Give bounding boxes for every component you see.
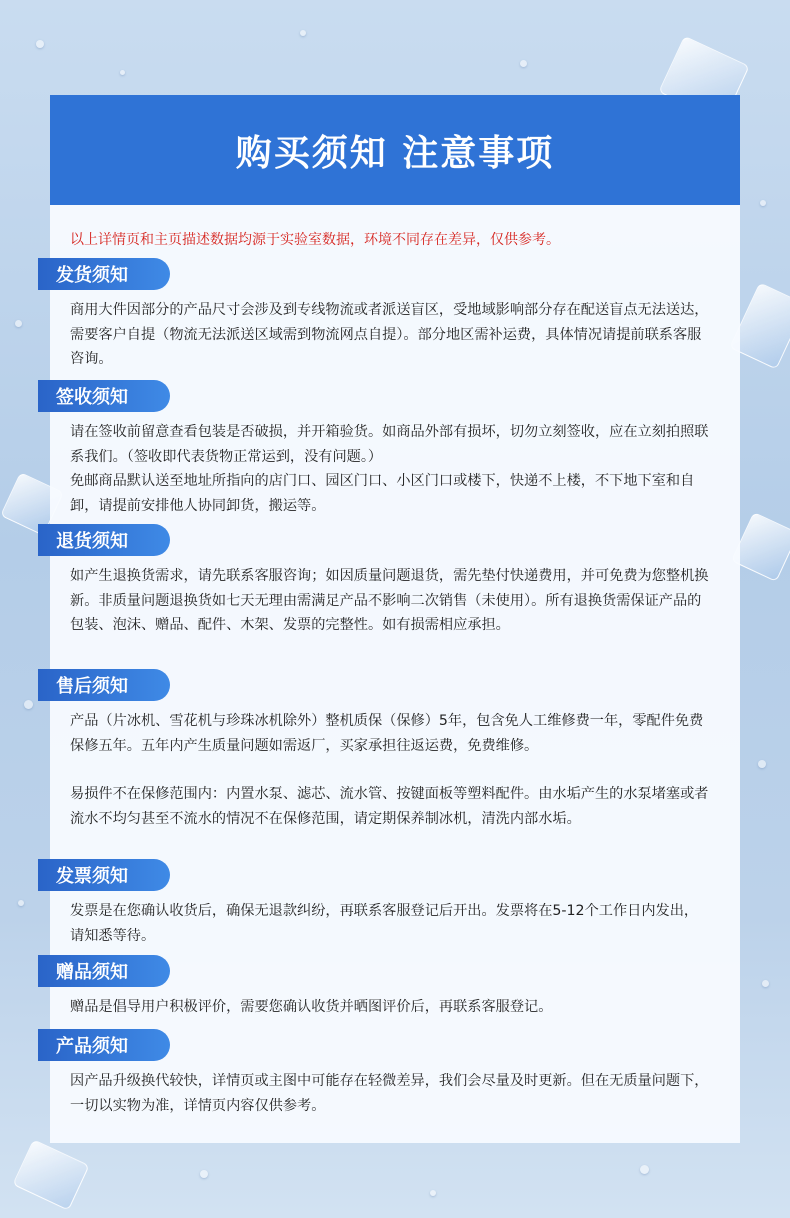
section-tag: 售后须知 <box>38 669 170 701</box>
section-tag: 发票须知 <box>38 859 170 891</box>
section-tag: 产品须知 <box>38 1029 170 1061</box>
paragraph: 赠品是倡导用户积极评价，需要您确认收货并晒图评价后，再联系客服登记。 <box>70 999 553 1015</box>
paragraph: 如产生退换货需求，请先联系客服咨询；如因质量问题退货，需先垫付快递费用，并可免费为您整机换新。非质量问题退换货如七天无理由需满足产品不影响二次销售（未使用）。所有退换货需保证产品的包装、泡沫、赠品、配件、木架、发票的完整性。如有损需相应承担。 <box>70 568 709 633</box>
disclaimer-notice: 以上详情页和主页描述数据均源于实验室数据，环境不同存在差异，仅供参考。 <box>70 232 560 248</box>
section-body <box>70 564 710 638</box>
paragraph: 产品（片冰机、雪花机与珍珠冰机除外）整机质保（保修）5年，包含免人工维修费一年，零配件免费保修五年。五年内产生质量问题如需返厂，买家承担往返运费，免费维修。 <box>70 713 704 754</box>
notice-card <box>50 95 740 1143</box>
paragraph: 因产品升级换代较快，详情页或主图中可能存在轻微差异，我们会尽量及时更新。但在无质量问题下，一切以实物为准，详情页内容仅供参考。 <box>70 1073 709 1114</box>
section-body <box>70 1069 710 1118</box>
page-title: 购买须知 注意事项 <box>235 132 555 174</box>
paragraph-gap <box>70 758 710 782</box>
section-body <box>70 420 710 518</box>
section-body <box>70 899 710 948</box>
paragraph: 商用大件因部分的产品尺寸会涉及到专线物流或者派送盲区，受地域影响部分存在配送盲点无法送达，需要客户自提（物流无法派送区域需到物流网点自提）。部分地区需补运费，具体情况请提前联系客服咨询。 <box>70 302 709 367</box>
section-tag: 签收须知 <box>38 380 170 412</box>
section-body <box>70 298 710 372</box>
paragraph: 发票是在您确认收货后，确保无退款纠纷，再联系客服登记后开出。发票将在5-12个工作日内发出，请知悉等待。 <box>70 903 699 944</box>
header-banner <box>50 95 740 205</box>
section-body <box>70 709 710 831</box>
paragraph: 免邮商品默认送至地址所指向的店门口、园区门口、小区门口或楼下，快递不上楼，不下地下室和自卸，请提前安排他人协同卸货，搬运等。 <box>70 473 695 514</box>
section-body <box>70 995 710 1020</box>
paragraph: 请在签收前留意查看包装是否破损，并开箱验货。如商品外部有损坏，切勿立刻签收，应在立刻拍照联系我们。（签收即代表货物正常运到，没有问题。） <box>70 424 709 465</box>
paragraph: 易损件不在保修范围内：内置水泵、滤芯、流水管、按键面板等塑料配件。由水垢产生的水泵堵塞或者流水不均匀甚至不流水的情况不在保修范围，请定期保养制冰机，清洗内部水垢。 <box>70 786 709 827</box>
section-tag: 退货须知 <box>38 524 170 556</box>
section-tag: 赠品须知 <box>38 955 170 987</box>
section-tag: 发货须知 <box>38 258 170 290</box>
